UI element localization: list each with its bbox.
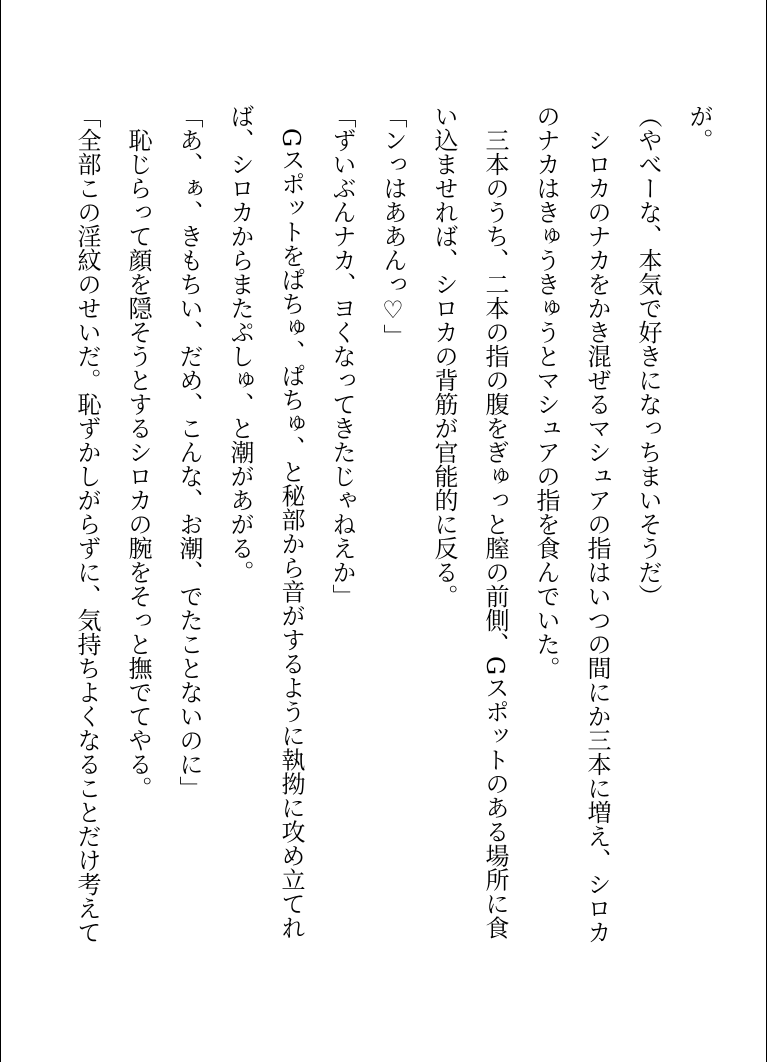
text-line-6: い込ませれば、シロカの背筋が官能的に反る。 xyxy=(430,104,458,608)
text-line-13: 「全部この淫紋のせいだ。恥ずかしがらずに、気持ちよくなることだけ考えて xyxy=(73,104,101,944)
vertical-text-body xyxy=(61,104,724,984)
text-line-4: のナカはきゅうきゅうとマシュアの指を食んでいた。 xyxy=(532,104,560,680)
text-line-9: Gスポットをぱちゅ、ぱちゅ、と秘部から音がするように執拗に攻め立てれ xyxy=(277,128,305,940)
text-line-1: が。 xyxy=(685,104,713,152)
text-line-11: 「あ、ぁ、きもちい、だめ、こんな、お潮、でたことないのに」 xyxy=(175,104,203,800)
text-line-7: 「ンっはああんっ♡」 xyxy=(379,104,407,348)
text-line-10: ば、シロカからまたぷしゅ、と潮があがる。 xyxy=(226,104,254,584)
text-line-5: 三本のうち、二本の指の腹をぎゅっと膣の前側、Gスポットのある場所に食 xyxy=(481,128,509,940)
text-line-2: （やべーな、本気で好きになっちまいそうだ） xyxy=(634,104,662,608)
text-line-12: 恥じらって顔を隠そうとするシロカの腕をそっと撫でてやる。 xyxy=(124,128,152,800)
text-line-3: シロカのナカをかき混ぜるマシュアの指はいつの間にか三本に増え、シロカ xyxy=(583,128,611,944)
text-line-8: 「ずいぶんナカ、ヨくなってきたじゃねえか」 xyxy=(328,104,356,608)
